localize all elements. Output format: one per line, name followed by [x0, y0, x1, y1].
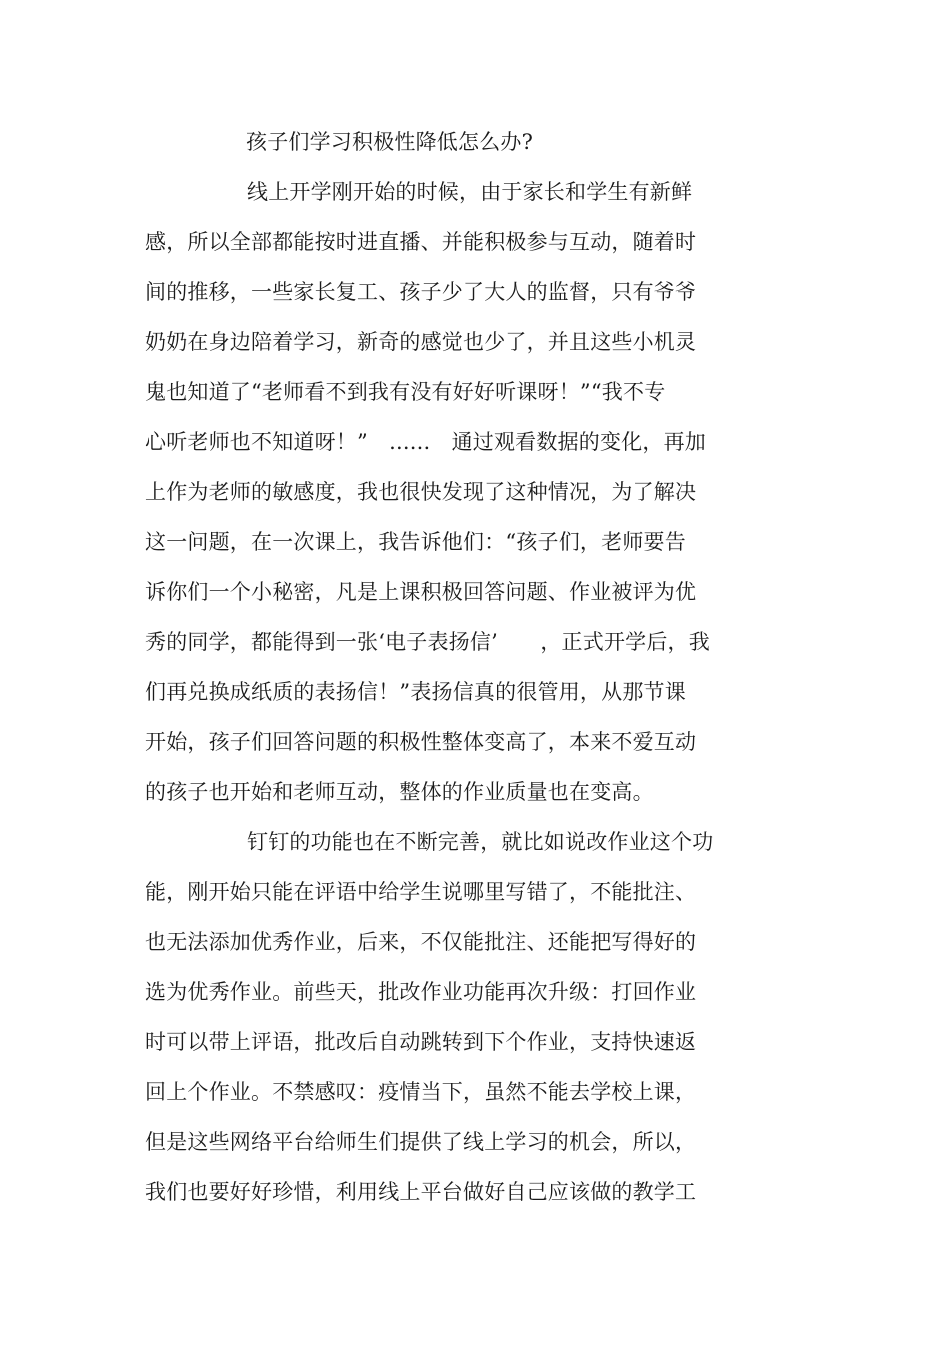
body-line: 线上开学刚开始的时候，由于家长和学生有新鲜 — [247, 180, 693, 204]
body-line: 们再兑换成纸质的表扬信！”表扬信真的很管用，从那节课 — [145, 680, 686, 704]
body-line: 钉钉的功能也在不断完善，就比如说改作业这个功 — [247, 830, 714, 854]
body-line: 心听老师也不知道呀！” ...... 通过观看数据的变化，再加 — [145, 430, 706, 454]
body-line: 诉你们一个小秘密，凡是上课积极回答问题、作业被评为优 — [145, 580, 697, 604]
body-line: 上作为老师的敏感度，我也很快发现了这种情况，为了解决 — [145, 480, 697, 504]
body-line: 间的推移，一些家长复工、孩子少了大人的监督，只有爷爷 — [145, 280, 697, 304]
body-line: 能，刚开始只能在评语中给学生说哪里写错了，不能批注、 — [145, 880, 697, 904]
body-line: 的孩子也开始和老师互动，整体的作业质量也在变高。 — [145, 780, 654, 804]
body-line: 时可以带上评语，批改后自动跳转到下个作业，支持快速返 — [145, 1030, 697, 1054]
body-line: 开始，孩子们回答问题的积极性整体变高了，本来不爱互动 — [145, 730, 697, 754]
body-line: 秀的同学，都能得到一张‘电子表扬信’ ，正式开学后，我 — [145, 630, 710, 654]
body-line: 鬼也知道了“老师看不到我有没有好好听课呀！”“我不专 — [145, 380, 666, 404]
body-line: 奶奶在身边陪着学习，新奇的感觉也少了，并且这些小机灵 — [145, 330, 697, 354]
page-title: 孩子们学习积极性降低怎么办? — [246, 130, 534, 154]
body-line: 这一问题，在一次课上，我告诉他们：“孩子们，老师要告 — [145, 530, 686, 554]
body-line: 但是这些网络平台给师生们提供了线上学习的机会，所以， — [145, 1130, 697, 1154]
body-line: 也无法添加优秀作业，后来，不仅能批注、还能把写得好的 — [145, 930, 697, 954]
body-line: 感，所以全部都能按时进直播、并能积极参与互动，随着时 — [145, 230, 697, 254]
body-line: 选为优秀作业。前些天，批改作业功能再次升级：打回作业 — [145, 980, 697, 1004]
body-line: 我们也要好好珍惜，利用线上平台做好自己应该做的教学工 — [145, 1180, 697, 1204]
body-line: 回上个作业。不禁感叹：疫情当下，虽然不能去学校上课， — [145, 1080, 697, 1104]
